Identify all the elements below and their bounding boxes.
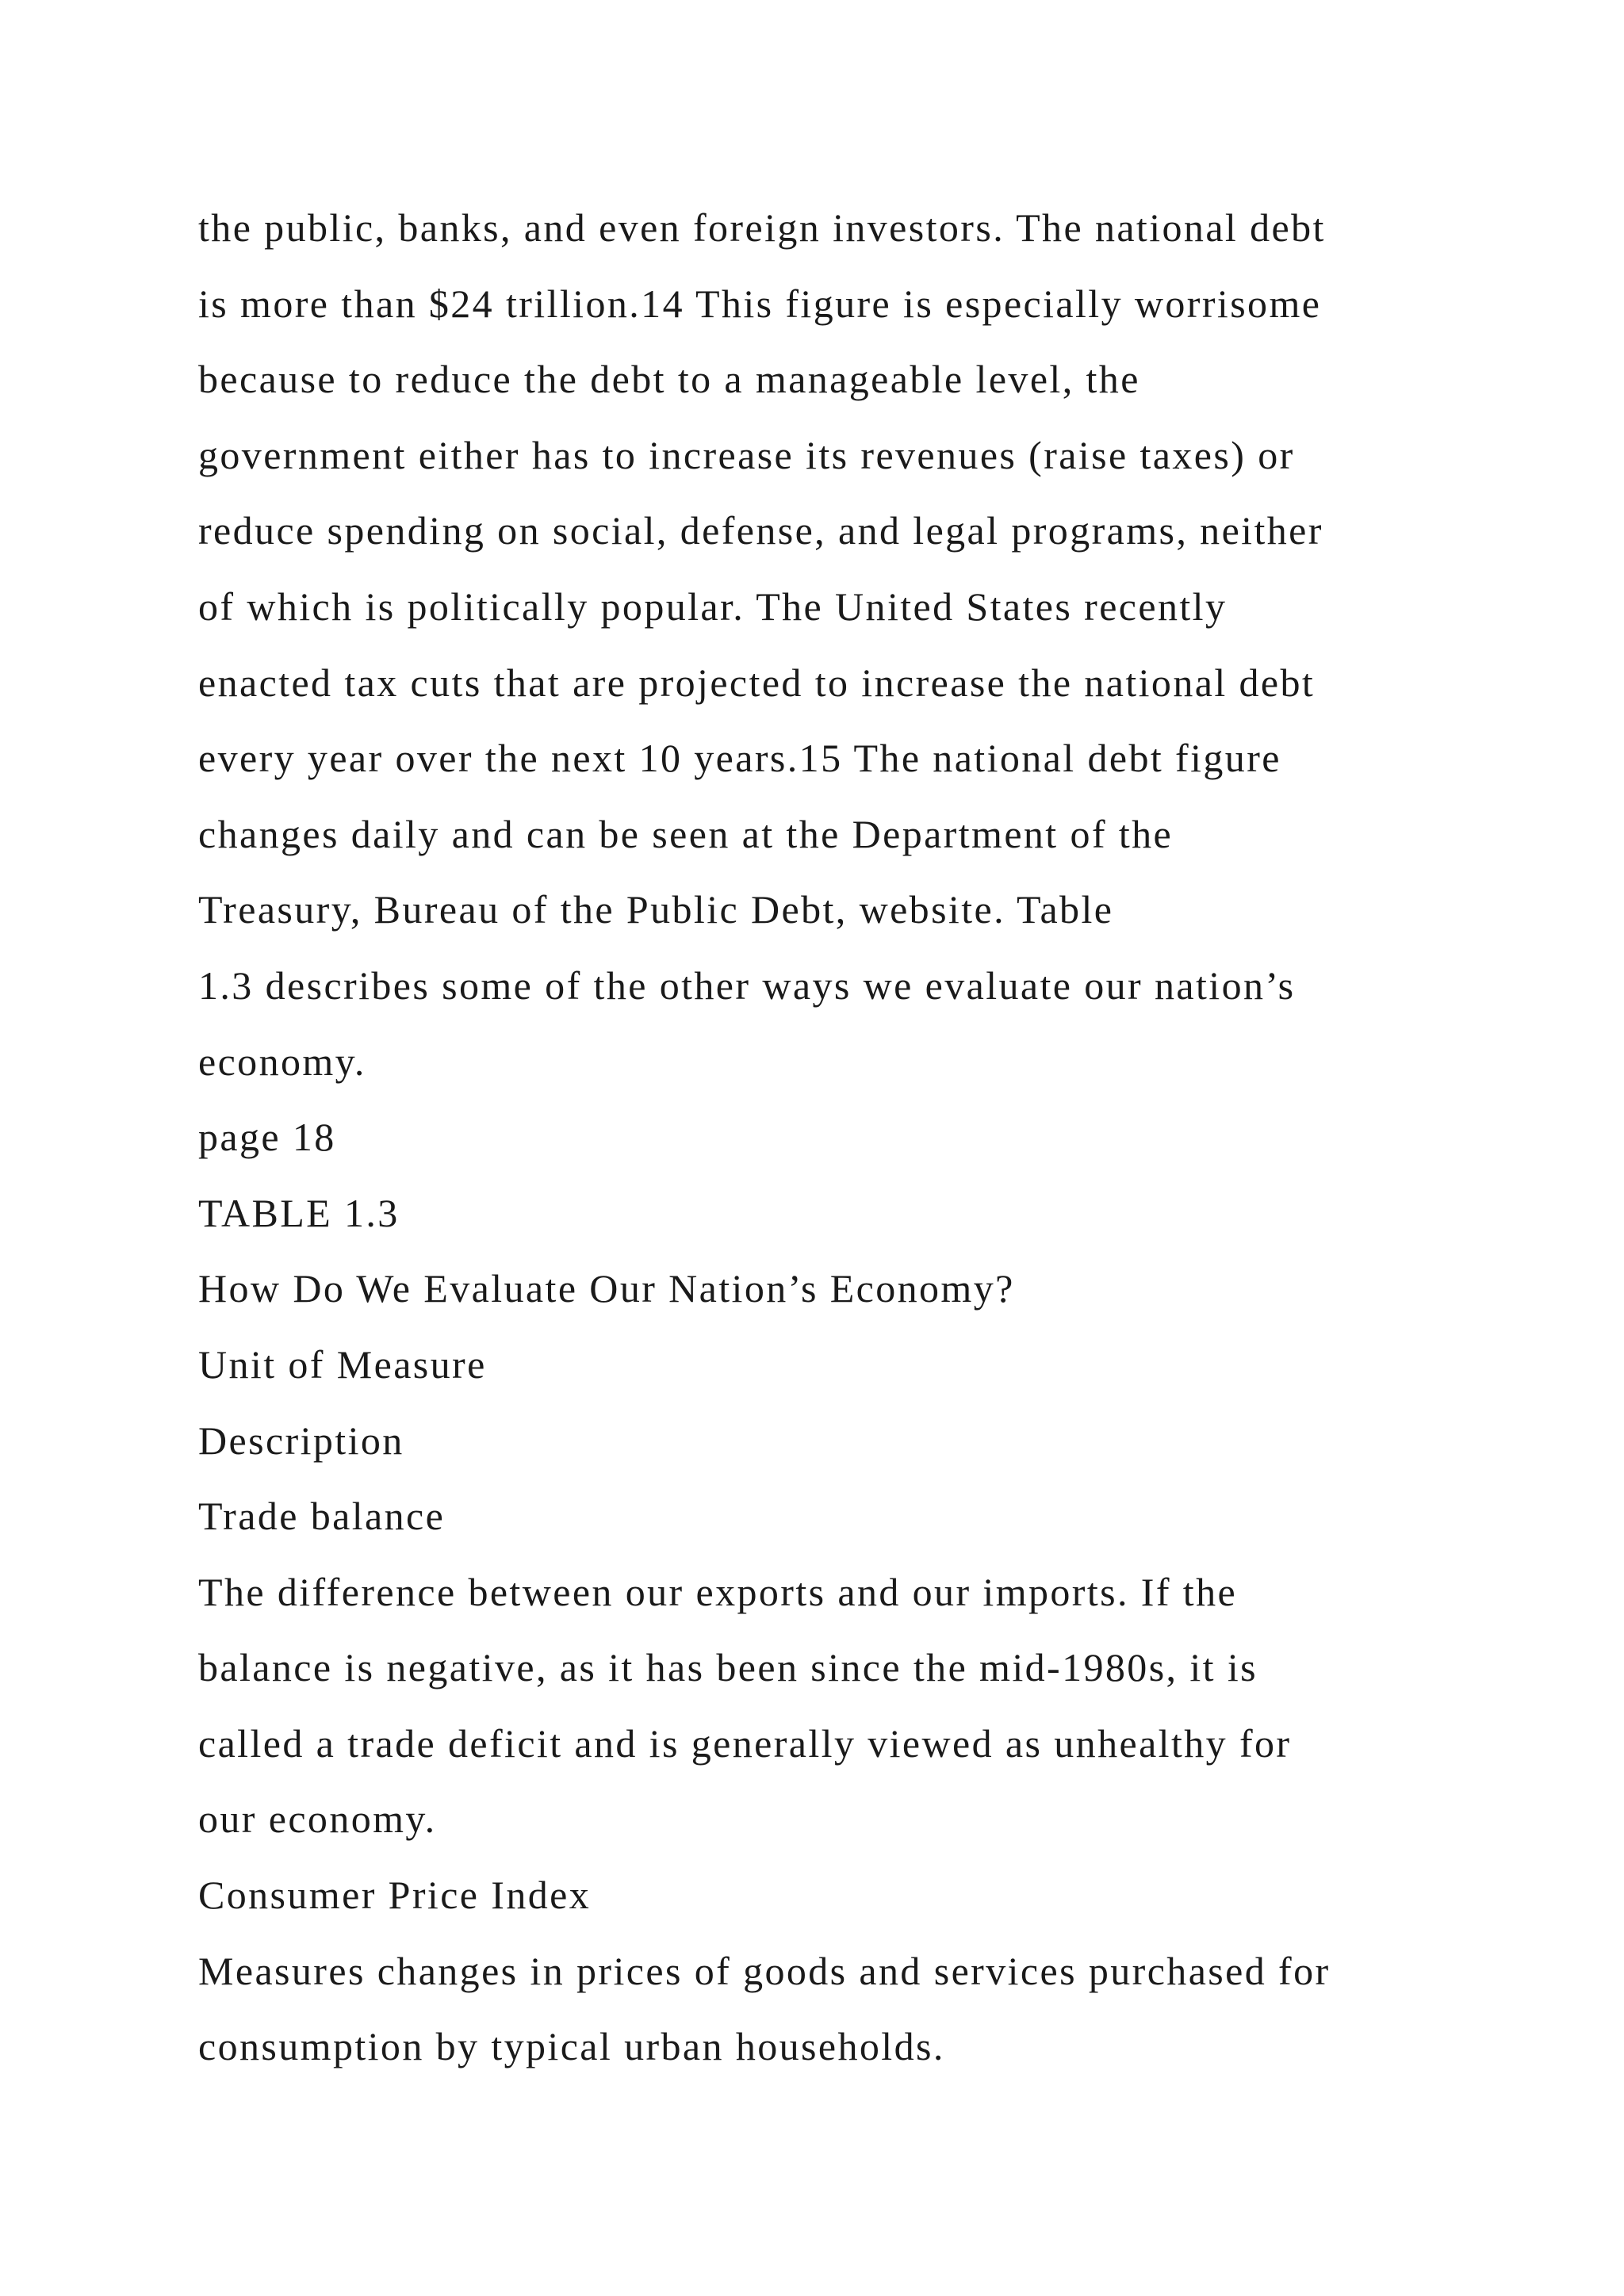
body-paragraph-line: the public, banks, and even foreign investors. The national debt — [198, 205, 1326, 250]
table-row-unit-trade-balance: Trade balance — [198, 1494, 446, 1539]
body-paragraph-line: Treasury, Bureau of the Public Debt, website. Table — [198, 887, 1114, 932]
body-paragraph-line: economy. — [198, 1039, 366, 1084]
document-text — [198, 190, 1546, 2085]
table-row-description-line: The difference between our exports and our imports. If the — [198, 1569, 1238, 1614]
table-row-description-line: consumption by typical urban households. — [198, 2024, 945, 2069]
table-row-description-line: balance is negative, as it has been since the mid-1980s, it is — [198, 1645, 1258, 1690]
table-title: How Do We Evaluate Our Nation’s Economy? — [198, 1266, 1015, 1311]
table-column-header-description: Description — [198, 1418, 404, 1463]
body-paragraph-line: 1.3 describes some of the other ways we evaluate our nation’s — [198, 962, 1296, 1008]
body-paragraph-line: changes daily and can be seen at the Department of the — [198, 811, 1174, 856]
body-paragraph-line: government either has to increase its revenues (raise taxes) or — [198, 432, 1295, 477]
body-paragraph-line: of which is politically popular. The United States recently — [198, 584, 1228, 629]
body-paragraph-line: reduce spending on social, defense, and legal programs, neither — [198, 508, 1323, 553]
table-row-description-line: our economy. — [198, 1797, 437, 1842]
table-row-unit-consumer-price-index: Consumer Price Index — [198, 1873, 592, 1918]
table-column-header-unit: Unit of Measure — [198, 1341, 487, 1387]
body-paragraph-line: enacted tax cuts that are projected to increase the national debt — [198, 660, 1316, 705]
table-row-description-line: called a trade deficit and is generally viewed as unhealthy for — [198, 1720, 1292, 1766]
table-label: TABLE 1.3 — [198, 1190, 400, 1235]
body-paragraph-line: is more than $24 trillion.14 This figure is especially worrisome — [198, 281, 1322, 326]
body-paragraph-line: because to reduce the debt to a manageable level, the — [198, 357, 1140, 402]
page-number-marker: page 18 — [198, 1115, 336, 1160]
table-row-description-line: Measures changes in prices of goods and services purchased for — [198, 1948, 1331, 1993]
body-paragraph-line: every year over the next 10 years.15 The national debt figure — [198, 736, 1281, 781]
